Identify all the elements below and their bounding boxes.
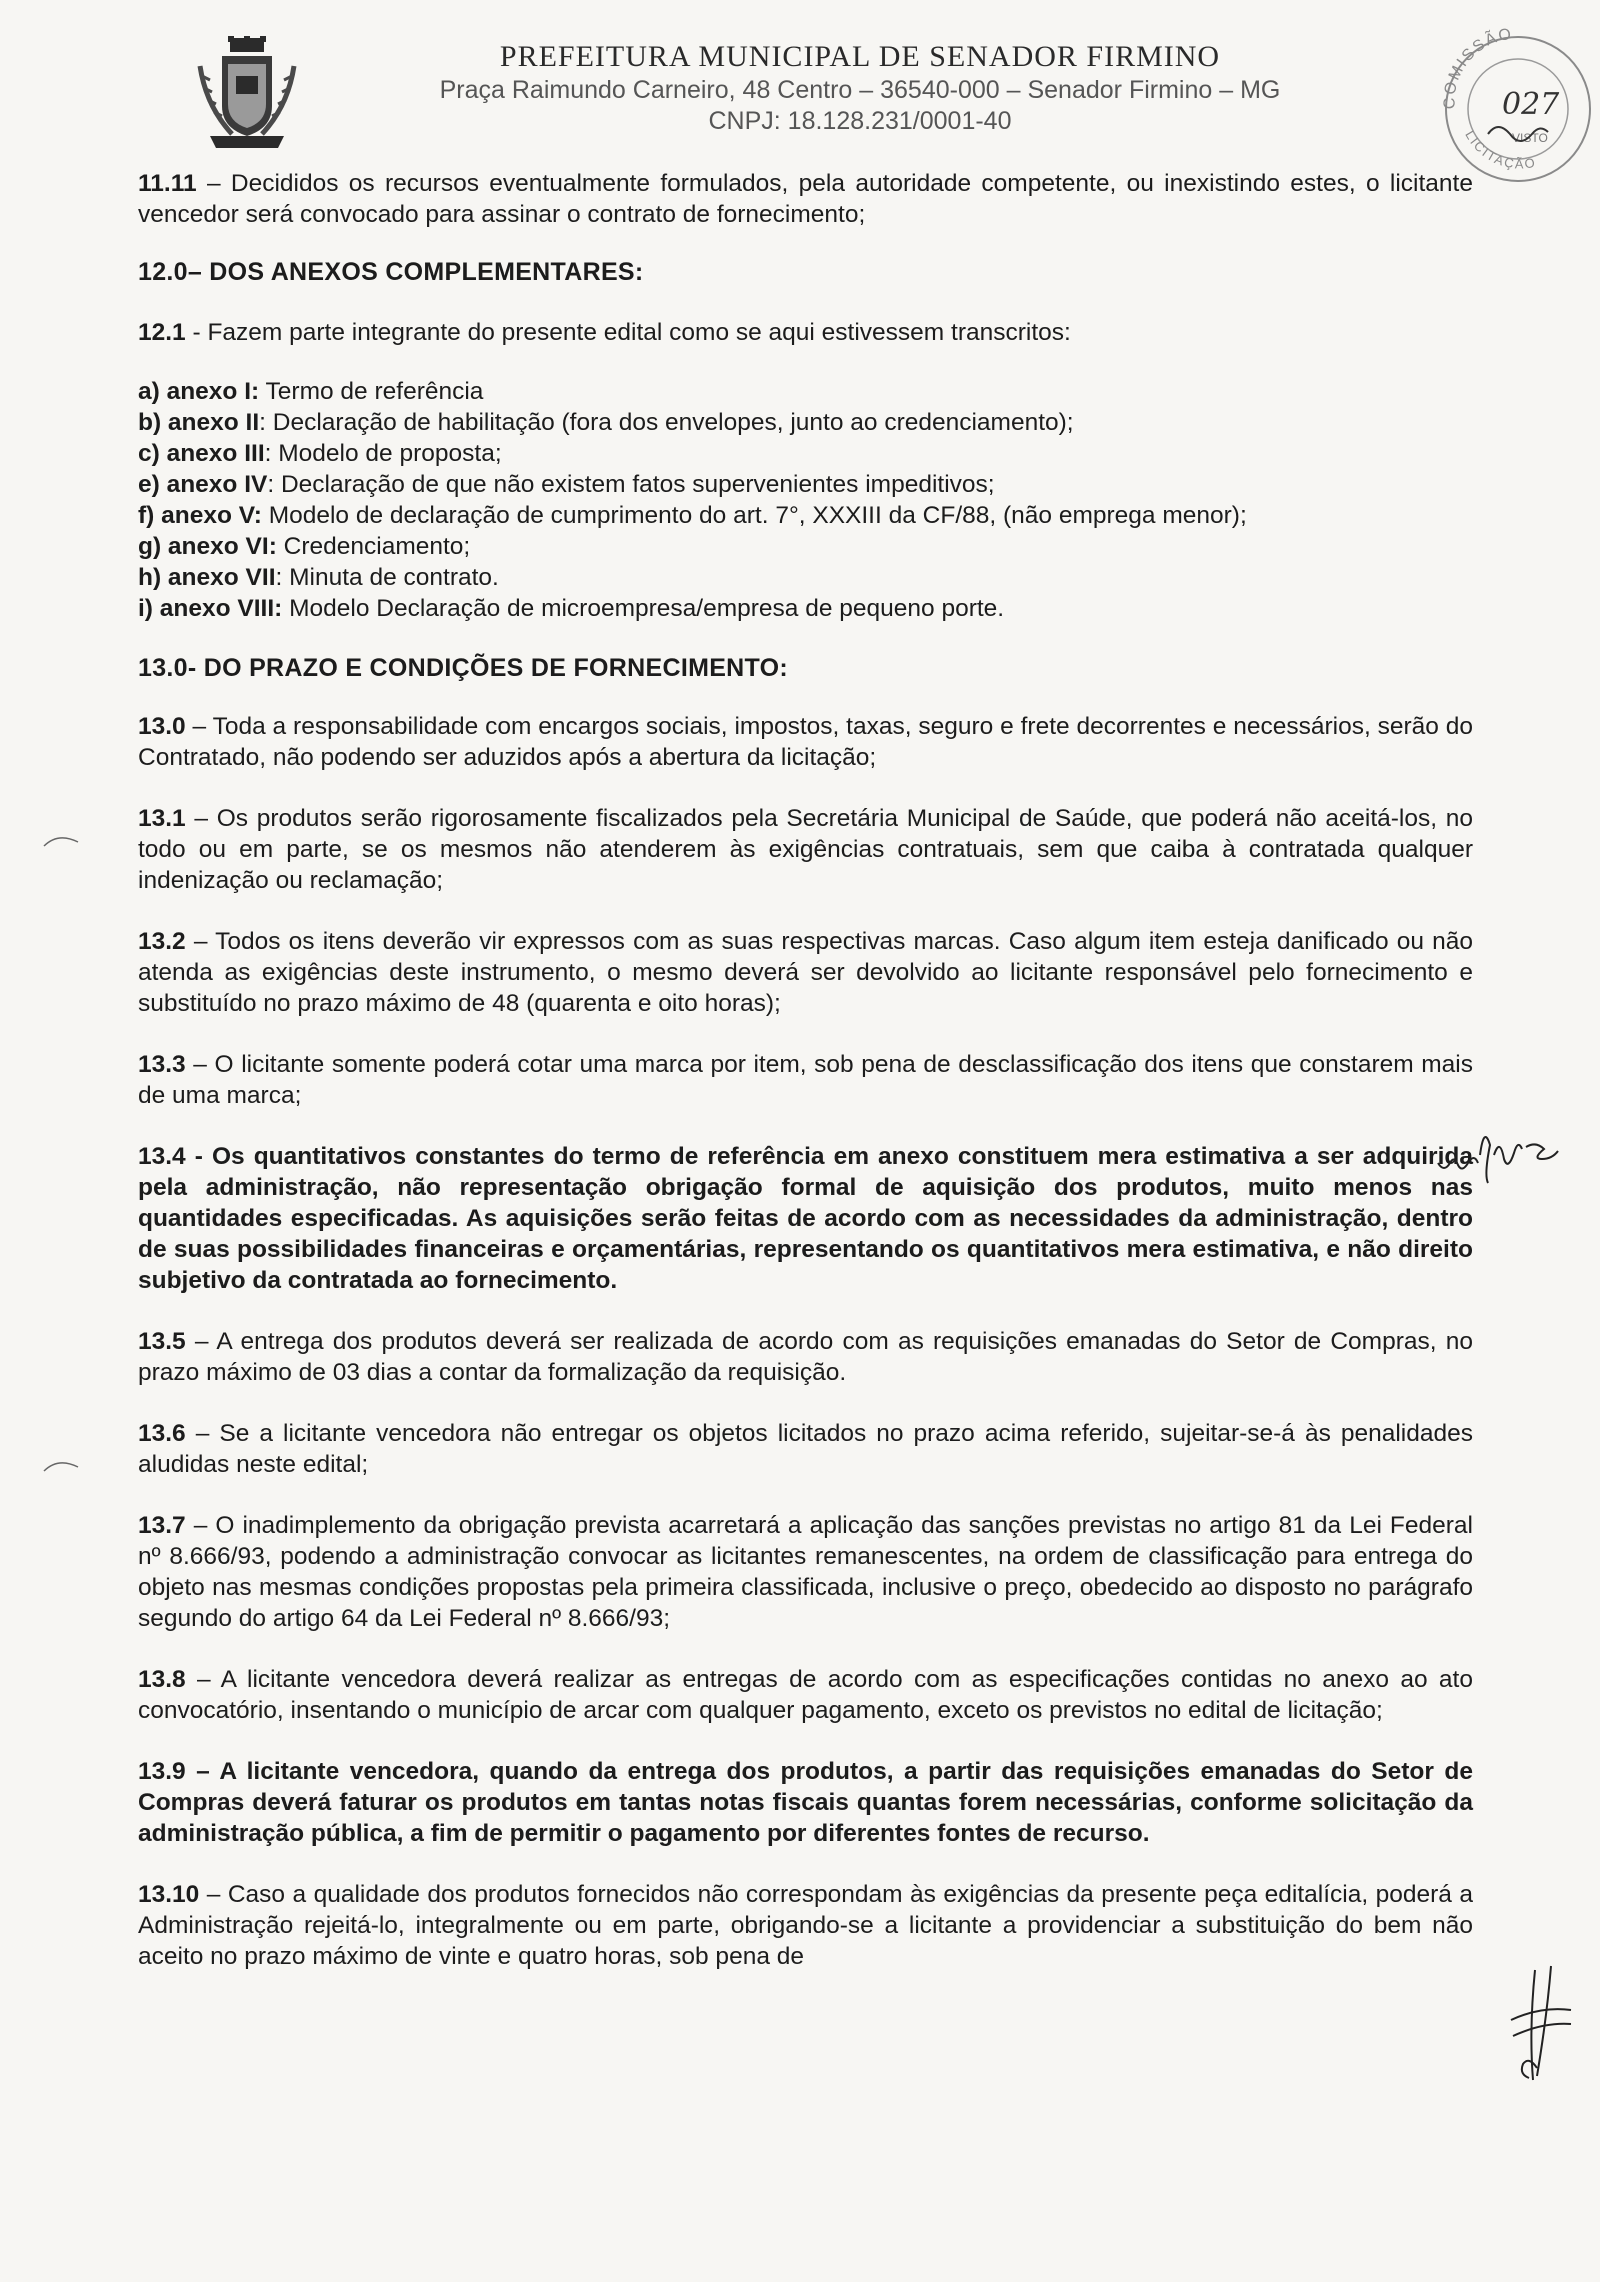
clause-13-3 [138, 1049, 1473, 1111]
annex-key: g) anexo VI: [138, 533, 277, 560]
clause-13-5 [138, 1326, 1473, 1388]
clause-11-11 [138, 168, 1473, 230]
clause-13-10 [138, 1879, 1473, 1972]
clause-text: – O inadimplemento da obrigação prevista acarretará a aplicação das sanções previstas no artigo 81 da Lei Federal nº 8.666/93, podendo a administração convocar as licitantes remanescentes, na ordem de classificação para entrega do objeto nas mesmas condições propostas pela primeira classificada, inclusive o preço, obedecido ao disposto no parágrafo segundo do artigo 64 da Lei Federal nº 8.666/93; [138, 1512, 1473, 1632]
clause-text: – Caso a qualidade dos produtos fornecidos não correspondam às exigências da presente peça editalícia, poderá a Administração rejeitá-lo, integralmente ou em parte, obrigando-se a licitante a providenciar a substituição do bem não aceito no prazo máximo de vinte e quatro horas, sob pena de [138, 1881, 1473, 1970]
clause-number: 13.0 [138, 713, 186, 740]
clause-text: – Os produtos serão rigorosamente fiscalizados pela Secretária Municipal de Saúde, que poderá não aceitá-los, no todo ou em parte, se os mesmos não atenderem às exigências contratuais, sem que caiba à contratada qualquer indenização ou reclamação; [138, 805, 1473, 894]
letterhead-address: Praça Raimundo Carneiro, 48 Centro – 36540-000 – Senador Firmino – MG [439, 76, 1281, 104]
clause-number: 13.6 [138, 1420, 186, 1447]
clause-number: 12.1 [138, 319, 186, 346]
clause-text: – Todos os itens deverão vir expressos com as suas respectivas marcas. Caso algum item esteja danificado ou não atenda as exigências deste instrumento, o mesmo deverá ser devolvido ao licitante responsável pelo fornecimento e substituído no prazo máximo de 48 (quarenta e oito horas); [138, 928, 1473, 1017]
annex-item [138, 500, 1473, 531]
clause-number: 13.10 [138, 1881, 200, 1908]
annex-key: i) anexo VIII: [138, 595, 283, 622]
annex-text: : Minuta de contrato. [275, 564, 499, 591]
clause-number: 13.1 [138, 805, 186, 832]
document-body [138, 168, 1473, 1972]
annex-key: h) anexo VII [138, 564, 276, 591]
handwritten-initials-icon [1430, 1125, 1580, 1185]
clause-number: 13.5 [138, 1328, 186, 1355]
annex-text: Credenciamento; [276, 533, 471, 560]
clause-text: – Se a licitante vencedora não entregar os objetos licitados no prazo acima referido, sujeitar-se-á às penalidades aludidas neste edital; [138, 1420, 1473, 1478]
stamp-bottom-text: LICITAÇÃO [1462, 127, 1538, 172]
annex-item [138, 438, 1473, 469]
stamp-visto: VISTO [1512, 131, 1548, 145]
annex-item [138, 593, 1473, 624]
annex-key: b) anexo II [138, 409, 260, 436]
clause-number: 13.3 [138, 1051, 186, 1078]
section-heading-12: 12.0– DOS ANEXOS COMPLEMENTARES: [138, 258, 644, 286]
clause-number: 13.8 [138, 1666, 186, 1693]
clause-text: – A licitante vencedora deverá realizar as entregas de acordo com as especificações contidas no anexo ao ato convocatório, insentando o município de arcar com qualquer pagamento, exceto os previstos no edital de licitação; [138, 1666, 1473, 1724]
annex-item [138, 376, 1473, 407]
annex-text: : Modelo de proposta; [264, 440, 502, 467]
stamp-page-number: 027 [1502, 87, 1560, 122]
clause-13-7 [138, 1510, 1473, 1634]
stamp-top-text: COMISSÃO [1441, 25, 1515, 110]
commission-stamp-icon [1430, 14, 1600, 194]
handwritten-signature-icon [1505, 1960, 1575, 2090]
annex-item [138, 469, 1473, 500]
clause-text: – Toda a responsabilidade com encargos sociais, impostos, taxas, seguro e frete decorrentes e necessários, serão do Contratado, não podendo ser aduzidos após a abertura da licitação; [138, 713, 1473, 771]
annex-text: : Declaração de habilitação (fora dos envelopes, junto ao credenciamento); [259, 409, 1074, 436]
clause-13-1 [138, 803, 1473, 896]
clause-13-8 [138, 1664, 1473, 1726]
annex-text: Termo de referência [259, 378, 484, 405]
letterhead-title: PREFEITURA MUNICIPAL DE SENADOR FIRMINO [499, 40, 1221, 73]
clause-number: 13.7 [138, 1512, 186, 1539]
annex-text: : Declaração de que não existem fatos supervenientes impeditivos; [267, 471, 995, 498]
clause-12-1 [138, 317, 1473, 348]
annex-item [138, 531, 1473, 562]
annex-key: a) anexo I: [138, 378, 260, 405]
annex-key: c) anexo III [138, 440, 265, 467]
margin-mark-icon [42, 1455, 82, 1475]
section-heading-13: 13.0- DO PRAZO E CONDIÇÕES DE FORNECIMENTO: [138, 654, 789, 682]
letterhead [360, 40, 1360, 136]
annex-key: f) anexo V: [138, 502, 262, 529]
margin-mark-icon [42, 830, 82, 850]
clause-13-0 [138, 711, 1473, 773]
annex-list [138, 376, 1473, 624]
annex-key: e) anexo IV [138, 471, 268, 498]
clause-number: 13.2 [138, 928, 186, 955]
clause-13-4: 13.4 - Os quantitativos constantes do termo de referência em anexo constituem mera estimativa a ser adquirida pela administração, não representação obrigação formal de aquisição dos produtos, muito menos nas quantidades especificadas. As aquisições serão feitas de acordo com as necessidades da administração, dentro de suas possibilidades financeiras e orçamentárias, representando os quantitativos mera estimativa, e não direito subjetivo da contratada ao fornecimento. [138, 1143, 1473, 1294]
clause-13-2 [138, 926, 1473, 1019]
annex-text: Modelo de declaração de cumprimento do art. 7°, XXXIII da CF/88, (não emprega menor); [261, 502, 1247, 529]
clause-number: 11.11 [138, 170, 197, 197]
municipal-crest-icon [192, 36, 302, 154]
clause-text: – Decididos os recursos eventualmente formulados, pela autoridade competente, ou inexistindo estes, o licitante vencedor será convocado para assinar o contrato de fornecimento; [138, 170, 1473, 228]
letterhead-cnpj: CNPJ: 18.128.231/0001-40 [708, 107, 1012, 135]
annex-text: Modelo Declaração de microempresa/empresa de pequeno porte. [282, 595, 1005, 622]
clause-text: – A entrega dos produtos deverá ser realizada de acordo com as requisições emanadas do Setor de Compras, no prazo máximo de 03 dias a contar da formalização da requisição. [138, 1328, 1473, 1386]
annex-item [138, 562, 1473, 593]
clause-13-6 [138, 1418, 1473, 1480]
clause-13-9: 13.9 – A licitante vencedora, quando da entrega dos produtos, a partir das requisições emanadas do Setor de Compras deverá faturar os produtos em tantas notas fiscais quantas forem necessárias, conforme solicitação da administração pública, a fim de permitir o pagamento por diferentes fontes de recurso. [138, 1758, 1473, 1847]
annex-item [138, 407, 1473, 438]
clause-text: – O licitante somente poderá cotar uma marca por item, sob pena de desclassificação dos itens que constarem mais de uma marca; [138, 1051, 1473, 1109]
clause-text: - Fazem parte integrante do presente edital como se aqui estivessem transcritos: [185, 319, 1071, 346]
